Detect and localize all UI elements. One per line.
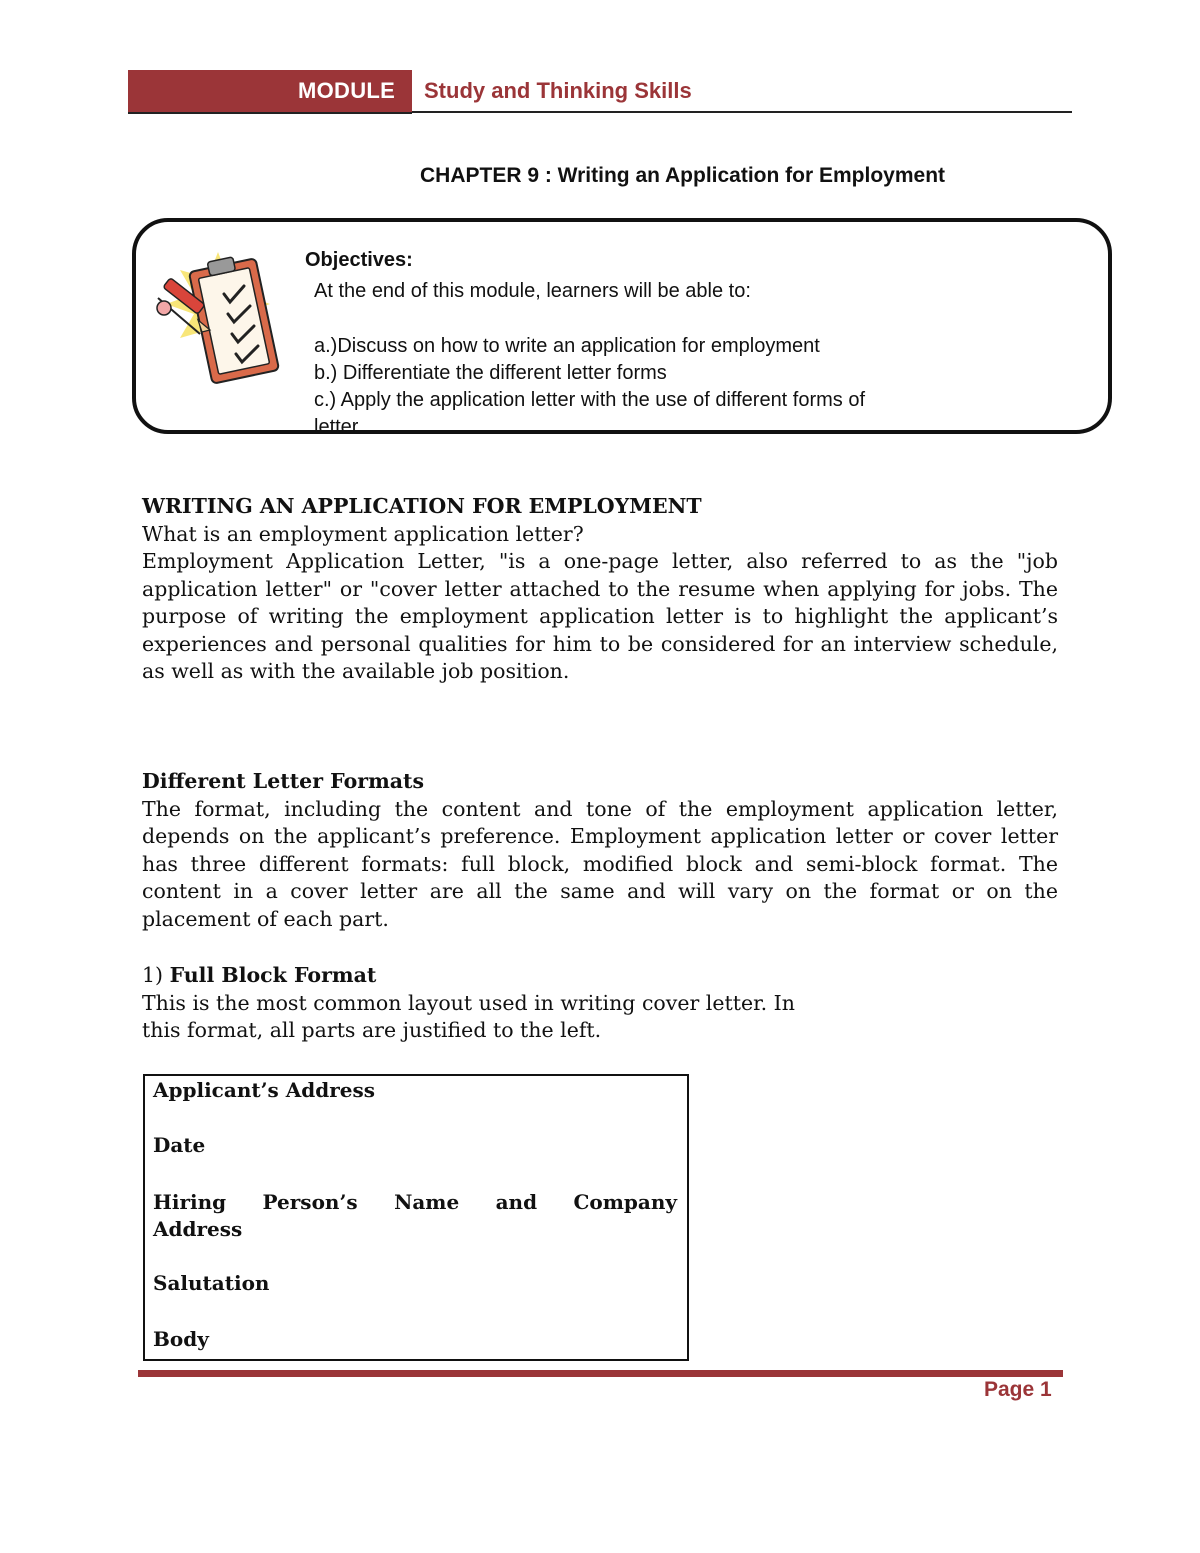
section3-heading: Full Block Format: [169, 963, 377, 987]
section2-paragraph: The format, including the content and tone of the employment application letter, depends on the applicant’s preference. Employment application letter or cover letter has three different formats: full block, modified block and semi-block format. The content in a cover letter are all the same and will vary on the format or on the placement of each part.: [142, 796, 1058, 931]
header-module-label: MODULE: [298, 78, 396, 103]
chapter-title: CHAPTER 9 : Writing an Application for Employment: [420, 164, 946, 187]
section3-heading-row: [142, 962, 1058, 990]
page-number: Page 1: [984, 1378, 1052, 1401]
section2-heading: Different Letter Formats: [142, 769, 425, 793]
objective-item-a: a.)Discuss on how to write an application for employment: [314, 335, 820, 357]
objectives-heading: Objectives:: [305, 249, 413, 271]
format-item-body: Body: [153, 1327, 209, 1351]
section-letter-formats: [142, 768, 1058, 933]
section1-question: What is an employment application letter?: [142, 521, 584, 546]
clipboard-checklist-icon: [154, 250, 284, 385]
objective-item-b: b.) Differentiate the different letter forms: [314, 362, 667, 384]
objective-item-c: c.) Apply the application letter with the use of different forms of: [314, 389, 866, 411]
section3-number: 1): [142, 963, 164, 987]
section3-line2: this format, all parts are justified to the left.: [142, 1018, 602, 1042]
full-block-format-box: [143, 1074, 689, 1361]
footer-rule: [138, 1370, 1063, 1377]
objective-item-c-cont: letter: [314, 416, 359, 432]
format-item-hiring-person: Hiring Person’s Name and Company Address: [153, 1190, 677, 1241]
format-item-applicant-address: Applicant’s Address: [153, 1078, 376, 1102]
header-subject: Study and Thinking Skills: [424, 78, 692, 103]
section-full-block: [142, 962, 1058, 1045]
format-item-date: Date: [153, 1133, 206, 1157]
section1-paragraph: Employment Application Letter, "is a one-page letter, also referred to as the "job application letter" or "cover letter attached to the resume when applying for jobs. The purpose of writing the employment application letter is to highlight the applicant’s experiences and personal qualities for him to be considered for an interview schedule, as well as with the available job position.: [142, 549, 1058, 683]
header-rule-left: [128, 112, 412, 114]
format-item-salutation: Salutation: [153, 1271, 270, 1295]
objectives-intro: At the end of this module, learners will be able to:: [314, 280, 751, 302]
header-rule: [412, 111, 1072, 113]
section3-line1: This is the most common layout used in writing cover letter. In: [142, 990, 795, 1015]
section1-heading: WRITING AN APPLICATION FOR EMPLOYMENT: [142, 494, 702, 518]
section-employment-letter: [142, 493, 1058, 686]
